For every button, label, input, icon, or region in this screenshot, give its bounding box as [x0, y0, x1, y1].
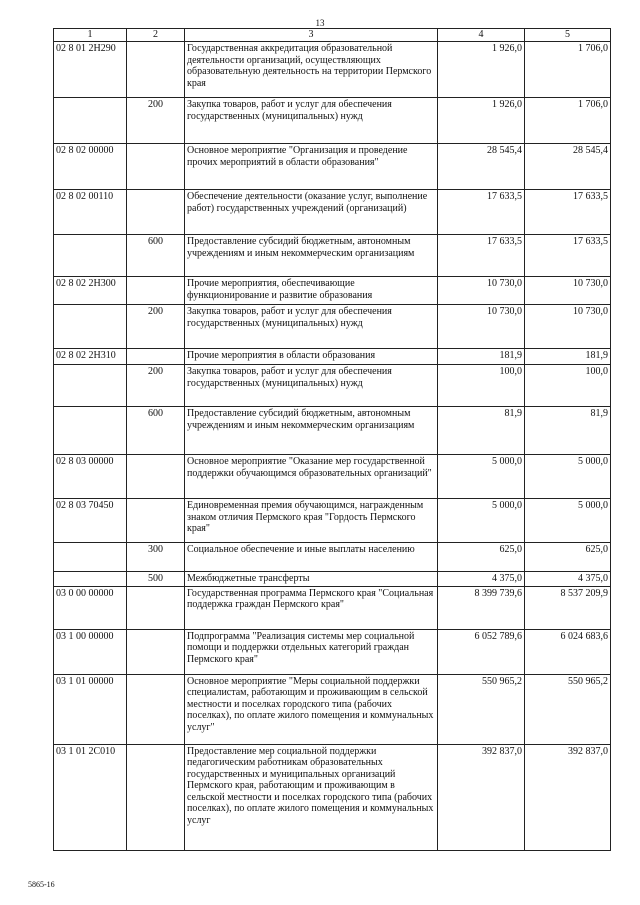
row-expense-type	[127, 629, 185, 674]
table-row	[54, 98, 611, 144]
row-expense-type	[127, 744, 185, 850]
row-code: 02 8 03 70450	[54, 499, 127, 543]
table-row	[54, 235, 611, 277]
row-value-year2: 17 633,5	[525, 235, 611, 277]
budget-table	[53, 28, 611, 851]
row-value-year1: 1 926,0	[438, 98, 525, 144]
document-footer-code: 5865-16	[28, 880, 55, 889]
table-row	[54, 499, 611, 543]
row-name: Закупка товаров, работ и услуг для обеспечения государственных (муниципальных) нужд	[185, 365, 438, 407]
row-name: Социальное обеспечение и иные выплаты населению	[185, 543, 438, 572]
table-row	[54, 572, 611, 587]
row-code: 03 1 01 00000	[54, 674, 127, 744]
row-code	[54, 365, 127, 407]
row-value-year1: 550 965,2	[438, 674, 525, 744]
row-name: Предоставление мер социальной поддержки педагогическим работникам образовательных государственных и муниципальных организаций Пермского края, работающим и проживающим в сельской местности и поселках городского типа (рабочих поселках), по оплате жилого помещения и коммунальных услуг	[185, 744, 438, 850]
row-expense-type: 200	[127, 305, 185, 349]
row-expense-type: 200	[127, 365, 185, 407]
column-header: 2	[127, 29, 185, 42]
row-value-year1: 10 730,0	[438, 305, 525, 349]
row-expense-type	[127, 586, 185, 629]
column-header: 3	[185, 29, 438, 42]
row-expense-type: 200	[127, 98, 185, 144]
row-expense-type	[127, 349, 185, 365]
row-name: Основное мероприятие "Оказание мер государственной поддержки обучающимся образовательных организаций"	[185, 455, 438, 499]
row-value-year1: 10 730,0	[438, 277, 525, 305]
row-expense-type	[127, 277, 185, 305]
row-value-year2: 392 837,0	[525, 744, 611, 850]
row-value-year2: 100,0	[525, 365, 611, 407]
row-code	[54, 235, 127, 277]
row-code: 03 1 01 2С010	[54, 744, 127, 850]
table-row	[54, 674, 611, 744]
row-expense-type: 600	[127, 407, 185, 455]
table-row	[54, 455, 611, 499]
row-name: Государственная программа Пермского края "Социальная поддержка граждан Пермского края"	[185, 586, 438, 629]
table-row	[54, 407, 611, 455]
page-number: 13	[315, 18, 325, 28]
row-value-year1: 17 633,5	[438, 235, 525, 277]
row-value-year1: 8 399 739,6	[438, 586, 525, 629]
row-value-year2: 10 730,0	[525, 305, 611, 349]
column-header: 5	[525, 29, 611, 42]
row-code: 02 8 02 00000	[54, 144, 127, 190]
row-expense-type	[127, 674, 185, 744]
table-row	[54, 349, 611, 365]
row-value-year2: 28 545,4	[525, 144, 611, 190]
row-value-year1: 4 375,0	[438, 572, 525, 587]
row-value-year2: 5 000,0	[525, 499, 611, 543]
row-expense-type	[127, 499, 185, 543]
row-value-year1: 6 052 789,6	[438, 629, 525, 674]
row-value-year2: 1 706,0	[525, 98, 611, 144]
row-code	[54, 98, 127, 144]
row-value-year1: 28 545,4	[438, 144, 525, 190]
row-expense-type	[127, 144, 185, 190]
row-code: 02 8 02 00110	[54, 190, 127, 235]
row-expense-type	[127, 42, 185, 98]
table-row	[54, 42, 611, 98]
row-value-year2: 8 537 209,9	[525, 586, 611, 629]
row-code	[54, 407, 127, 455]
row-code: 02 8 02 2Н310	[54, 349, 127, 365]
row-code: 03 0 00 00000	[54, 586, 127, 629]
row-code	[54, 305, 127, 349]
column-header: 4	[438, 29, 525, 42]
row-expense-type	[127, 455, 185, 499]
row-name: Основное мероприятие "Организация и проведение прочих мероприятий в области образования"	[185, 144, 438, 190]
table-row	[54, 365, 611, 407]
table-header-row	[54, 29, 611, 42]
row-value-year1: 5 000,0	[438, 455, 525, 499]
row-name: Закупка товаров, работ и услуг для обеспечения государственных (муниципальных) нужд	[185, 305, 438, 349]
row-name: Предоставление субсидий бюджетным, автономным учреждениям и иным некоммерческим организациям	[185, 235, 438, 277]
row-expense-type: 500	[127, 572, 185, 587]
table-row	[54, 744, 611, 850]
row-name: Прочие мероприятия, обеспечивающие функционирование и развитие образования	[185, 277, 438, 305]
table-row	[54, 277, 611, 305]
row-name: Закупка товаров, работ и услуг для обеспечения государственных (муниципальных) нужд	[185, 98, 438, 144]
row-name: Подпрограмма "Реализация системы мер социальной помощи и поддержки отдельных категорий граждан Пермского края"	[185, 629, 438, 674]
row-value-year2: 625,0	[525, 543, 611, 572]
row-name: Единовременная премия обучающимся, награжденным знаком отличия Пермского края "Гордость Пермского края"	[185, 499, 438, 543]
row-name: Предоставление субсидий бюджетным, автономным учреждениям и иным некоммерческим организациям	[185, 407, 438, 455]
table-row	[54, 305, 611, 349]
row-value-year1: 5 000,0	[438, 499, 525, 543]
row-code: 02 8 01 2Н290	[54, 42, 127, 98]
row-value-year1: 1 926,0	[438, 42, 525, 98]
row-value-year2: 10 730,0	[525, 277, 611, 305]
row-expense-type: 600	[127, 235, 185, 277]
row-name: Основное мероприятие "Меры социальной поддержки специалистам, работающим и проживающим в сельской местности и поселках городского типа (рабочих поселках), по оплате жилого помещения и коммунальных услуг"	[185, 674, 438, 744]
row-value-year2: 181,9	[525, 349, 611, 365]
table-row	[54, 543, 611, 572]
table-row	[54, 144, 611, 190]
row-value-year2: 4 375,0	[525, 572, 611, 587]
row-expense-type	[127, 190, 185, 235]
row-value-year2: 6 024 683,6	[525, 629, 611, 674]
table-row	[54, 190, 611, 235]
row-code	[54, 572, 127, 587]
column-header: 1	[54, 29, 127, 42]
row-value-year1: 100,0	[438, 365, 525, 407]
row-value-year2: 81,9	[525, 407, 611, 455]
row-name: Обеспечение деятельности (оказание услуг, выполнение работ) государственных учреждений (организаций)	[185, 190, 438, 235]
row-value-year2: 550 965,2	[525, 674, 611, 744]
row-name: Межбюджетные трансферты	[185, 572, 438, 587]
row-name: Прочие мероприятия в области образования	[185, 349, 438, 365]
row-value-year2: 17 633,5	[525, 190, 611, 235]
row-value-year2: 1 706,0	[525, 42, 611, 98]
row-value-year1: 81,9	[438, 407, 525, 455]
row-value-year1: 17 633,5	[438, 190, 525, 235]
table-row	[54, 629, 611, 674]
row-value-year1: 392 837,0	[438, 744, 525, 850]
row-code	[54, 543, 127, 572]
row-value-year1: 625,0	[438, 543, 525, 572]
row-value-year1: 181,9	[438, 349, 525, 365]
row-code: 02 8 02 2Н300	[54, 277, 127, 305]
row-name: Государственная аккредитация образовательной деятельности организаций, осуществляющих образовательную деятельность на территории Пермского края	[185, 42, 438, 98]
table-row	[54, 586, 611, 629]
row-value-year2: 5 000,0	[525, 455, 611, 499]
row-expense-type: 300	[127, 543, 185, 572]
row-code: 03 1 00 00000	[54, 629, 127, 674]
row-code: 02 8 03 00000	[54, 455, 127, 499]
